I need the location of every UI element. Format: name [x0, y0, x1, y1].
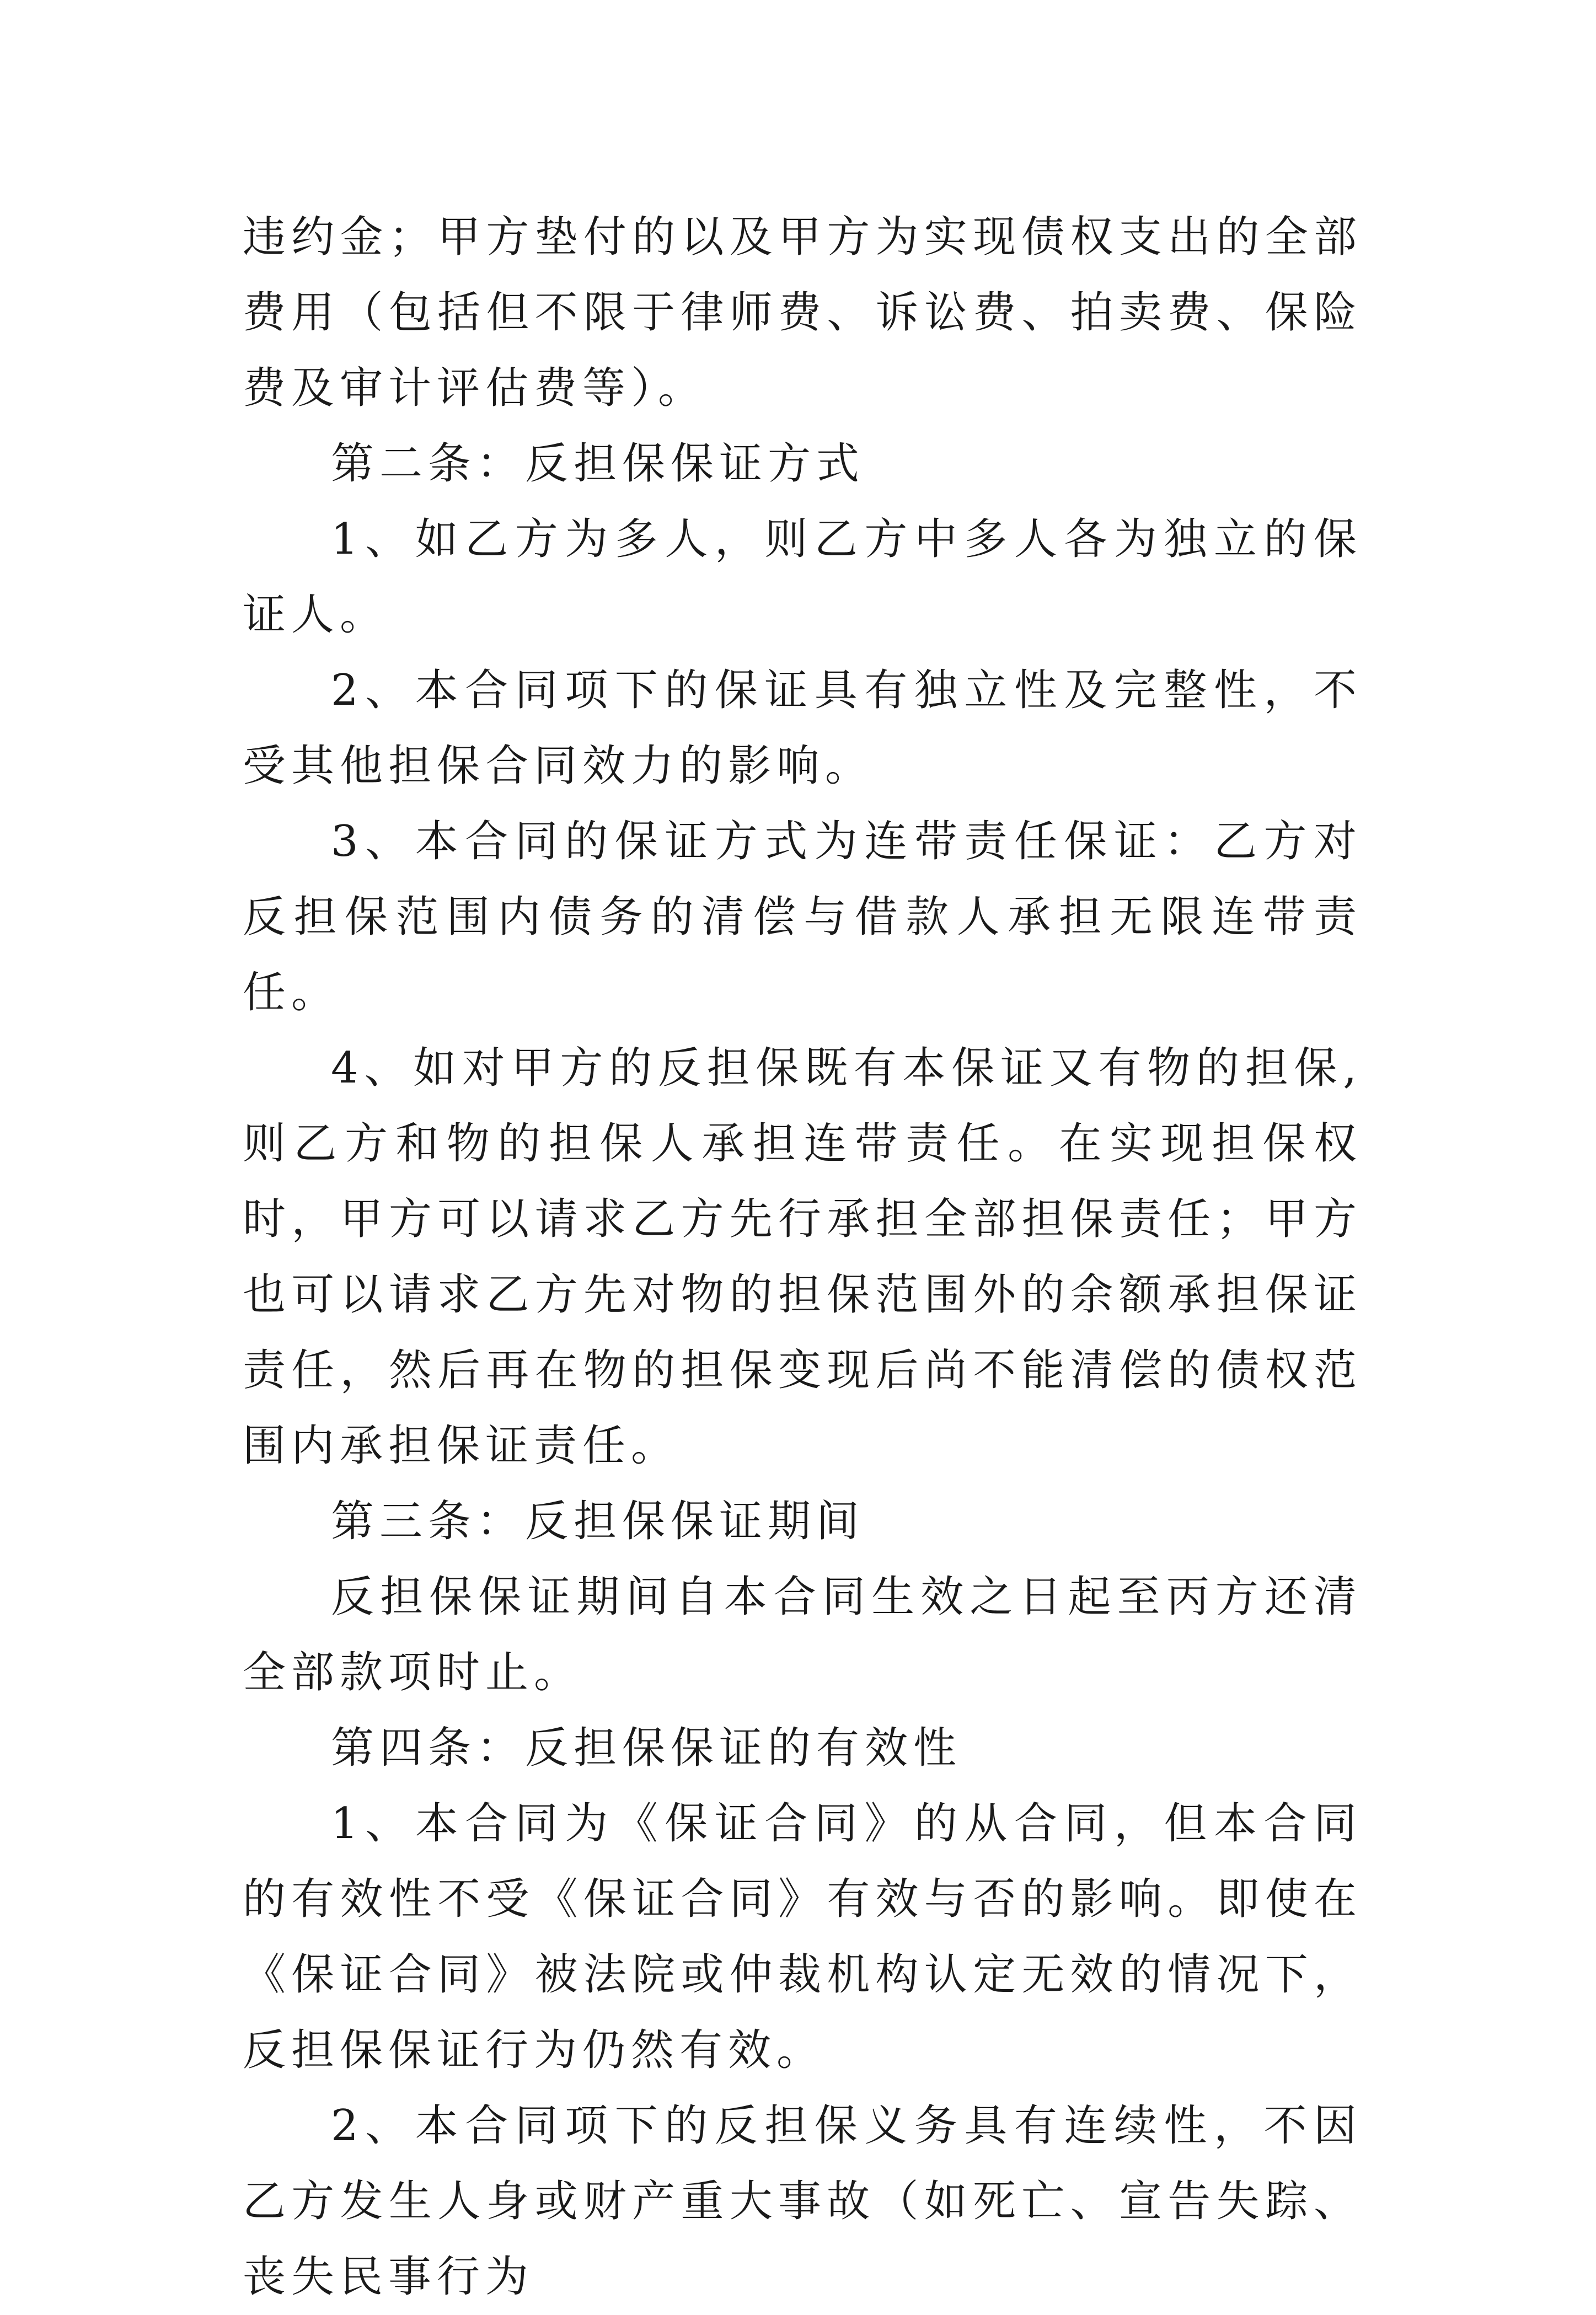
section-heading-3: 第三条：反担保保证期间: [331, 1497, 865, 1546]
paragraph-4-1: 1、本合同为《保证合同》的从合同，但本合同的有效性不受《保证合同》有效与否的影响。即使在《保证合同》被法院或仲裁机构认定无效的情况下，反担保保证行为仍然有效。: [243, 1799, 1362, 2075]
document-body: [243, 200, 1362, 2315]
paragraph-2-1: 1、如乙方为多人，则乙方中多人各为独立的保证人。: [243, 515, 1362, 640]
paragraph-3: 反担保保证期间自本合同生效之日起至丙方还清全部款项时止。: [243, 1572, 1362, 1697]
paragraph-2-4: 4、如对甲方的反担保既有本保证又有物的担保,则乙方和物的担保人承担连带责任。在实现担保权时，甲方可以请求乙方先行承担全部担保责任；甲方也可以请求乙方先对物的担保范围外的余额承担保证责任，然后再在物的担保变现后尚不能清偿的债权范围内承担保证责任。: [243, 1043, 1362, 1471]
section-heading-2: 第二条：反担保保证方式: [331, 439, 865, 489]
paragraph-2-2: 2、本合同项下的保证具有独立性及完整性，不受其他担保合同效力的影响。: [243, 666, 1362, 791]
paragraph-1: 违约金；甲方垫付的以及甲方为实现债权支出的全部费用（包括但不限于律师费、诉讼费、拍卖费、保险费及审计评估费等）。: [243, 212, 1362, 413]
paragraph-4-2: 2、本合同项下的反担保义务具有连续性，不因乙方发生人身或财产重大事故（如死亡、宣告失踪、丧失民事行为: [243, 2101, 1362, 2302]
section-heading-4: 第四条：反担保保证的有效性: [331, 1723, 962, 1773]
paragraph-2-3: 3、本合同的保证方式为连带责任保证：乙方对反担保范围内债务的清偿与借款人承担无限连带责任。: [243, 817, 1362, 1017]
